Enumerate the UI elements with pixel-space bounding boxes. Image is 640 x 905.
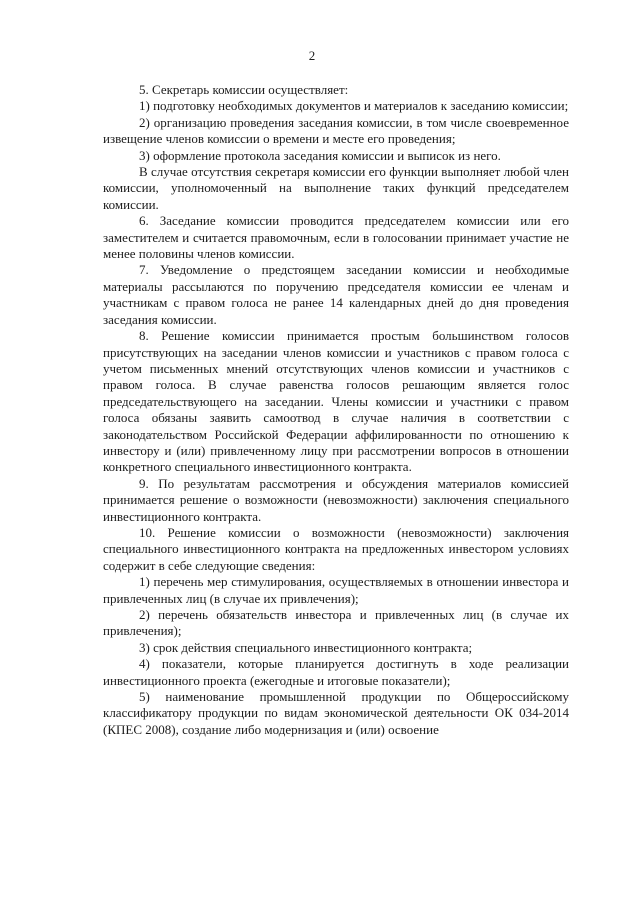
- list-item-4-indicators: 4) показатели, которые планируется достигнуть в ходе реализации инвестиционного проекта (ежегодные и итоговые показатели);: [103, 656, 569, 688]
- paragraph-7-notification: 7. Уведомление о предстоящем заседании комиссии и необходимые материалы рассылаются по поручению председателя комиссии ее членам и участникам с правом голоса не ранее 14 календарных дней до дня проведения заседания комиссии.: [103, 262, 569, 327]
- document-body: [103, 82, 569, 738]
- list-item-3-term: 3) срок действия специального инвестиционного контракта;: [139, 639, 473, 655]
- paragraph-8-decision: 8. Решение комиссии принимается простым большинством голосов присутствующих на заседании членов комиссии и участников с правом голоса с учетом письменных мнений отсутствующих членов комиссии и участников с правом голоса. В случае равенства голосов решающим является голос председательствующего на заседании. Члены комиссии и участники с правом голоса обязаны заявить самоотвод в случае наличия в соответствии с законодательством Российской Федерации аффилированности по отношению к инвестору и (или) привлеченному лицу при рассмотрении вопросов в отношении конкретного специального инвестиционного контракта.: [103, 328, 569, 475]
- paragraph-10-decision-content: 10. Решение комиссии о возможности (невозможности) заключения специального инвестиционного контракта на предложенных инвестором условиях содержит в себе следующие сведения:: [103, 524, 569, 573]
- list-item-3-minutes: 3) оформление протокола заседания комиссии и выписок из него.: [139, 147, 501, 163]
- paragraph-5-secretary-duties: 5. Секретарь комиссии осуществляет:: [139, 82, 349, 97]
- page-number: 2: [308, 48, 316, 63]
- paragraph-6-meeting: 6. Заседание комиссии проводится председателем комиссии или его заместителем и считается правомочным, если в голосовании принимает участие не менее половины членов комиссии.: [103, 213, 569, 262]
- list-item-5-product-name: 5) наименование промышленной продукции по Общероссийскому классификатору продукции по видам экономической деятельности ОК 034-2014 (КПЕС 2008), создание либо модернизация и (или) освоение: [103, 689, 569, 737]
- list-item-1-documents: 1) подготовку необходимых документов и материалов к заседанию комиссии;: [139, 98, 569, 114]
- list-item-2-obligations: 2) перечень обязательств инвестора и привлеченных лиц (в случае их привлечения);: [103, 607, 569, 639]
- paragraph-secretary-absence: В случае отсутствия секретаря комиссии его функции выполняет любой член комиссии, уполномоченный на выполнение таких функций председателем комиссии.: [103, 164, 569, 212]
- list-item-2-organization: 2) организацию проведения заседания комиссии, в том числе своевременное извещение членов комиссии о времени и месте его проведения;: [103, 114, 569, 147]
- paragraph-9-results: 9. По результатам рассмотрения и обсуждения материалов комиссией принимается решение о возможности (невозможности) заключения специального инвестиционного контракта.: [103, 475, 569, 524]
- list-item-1-measures: 1) перечень мер стимулирования, осуществляемых в отношении инвестора и привлеченных лиц (в случае их привлечения);: [103, 574, 569, 606]
